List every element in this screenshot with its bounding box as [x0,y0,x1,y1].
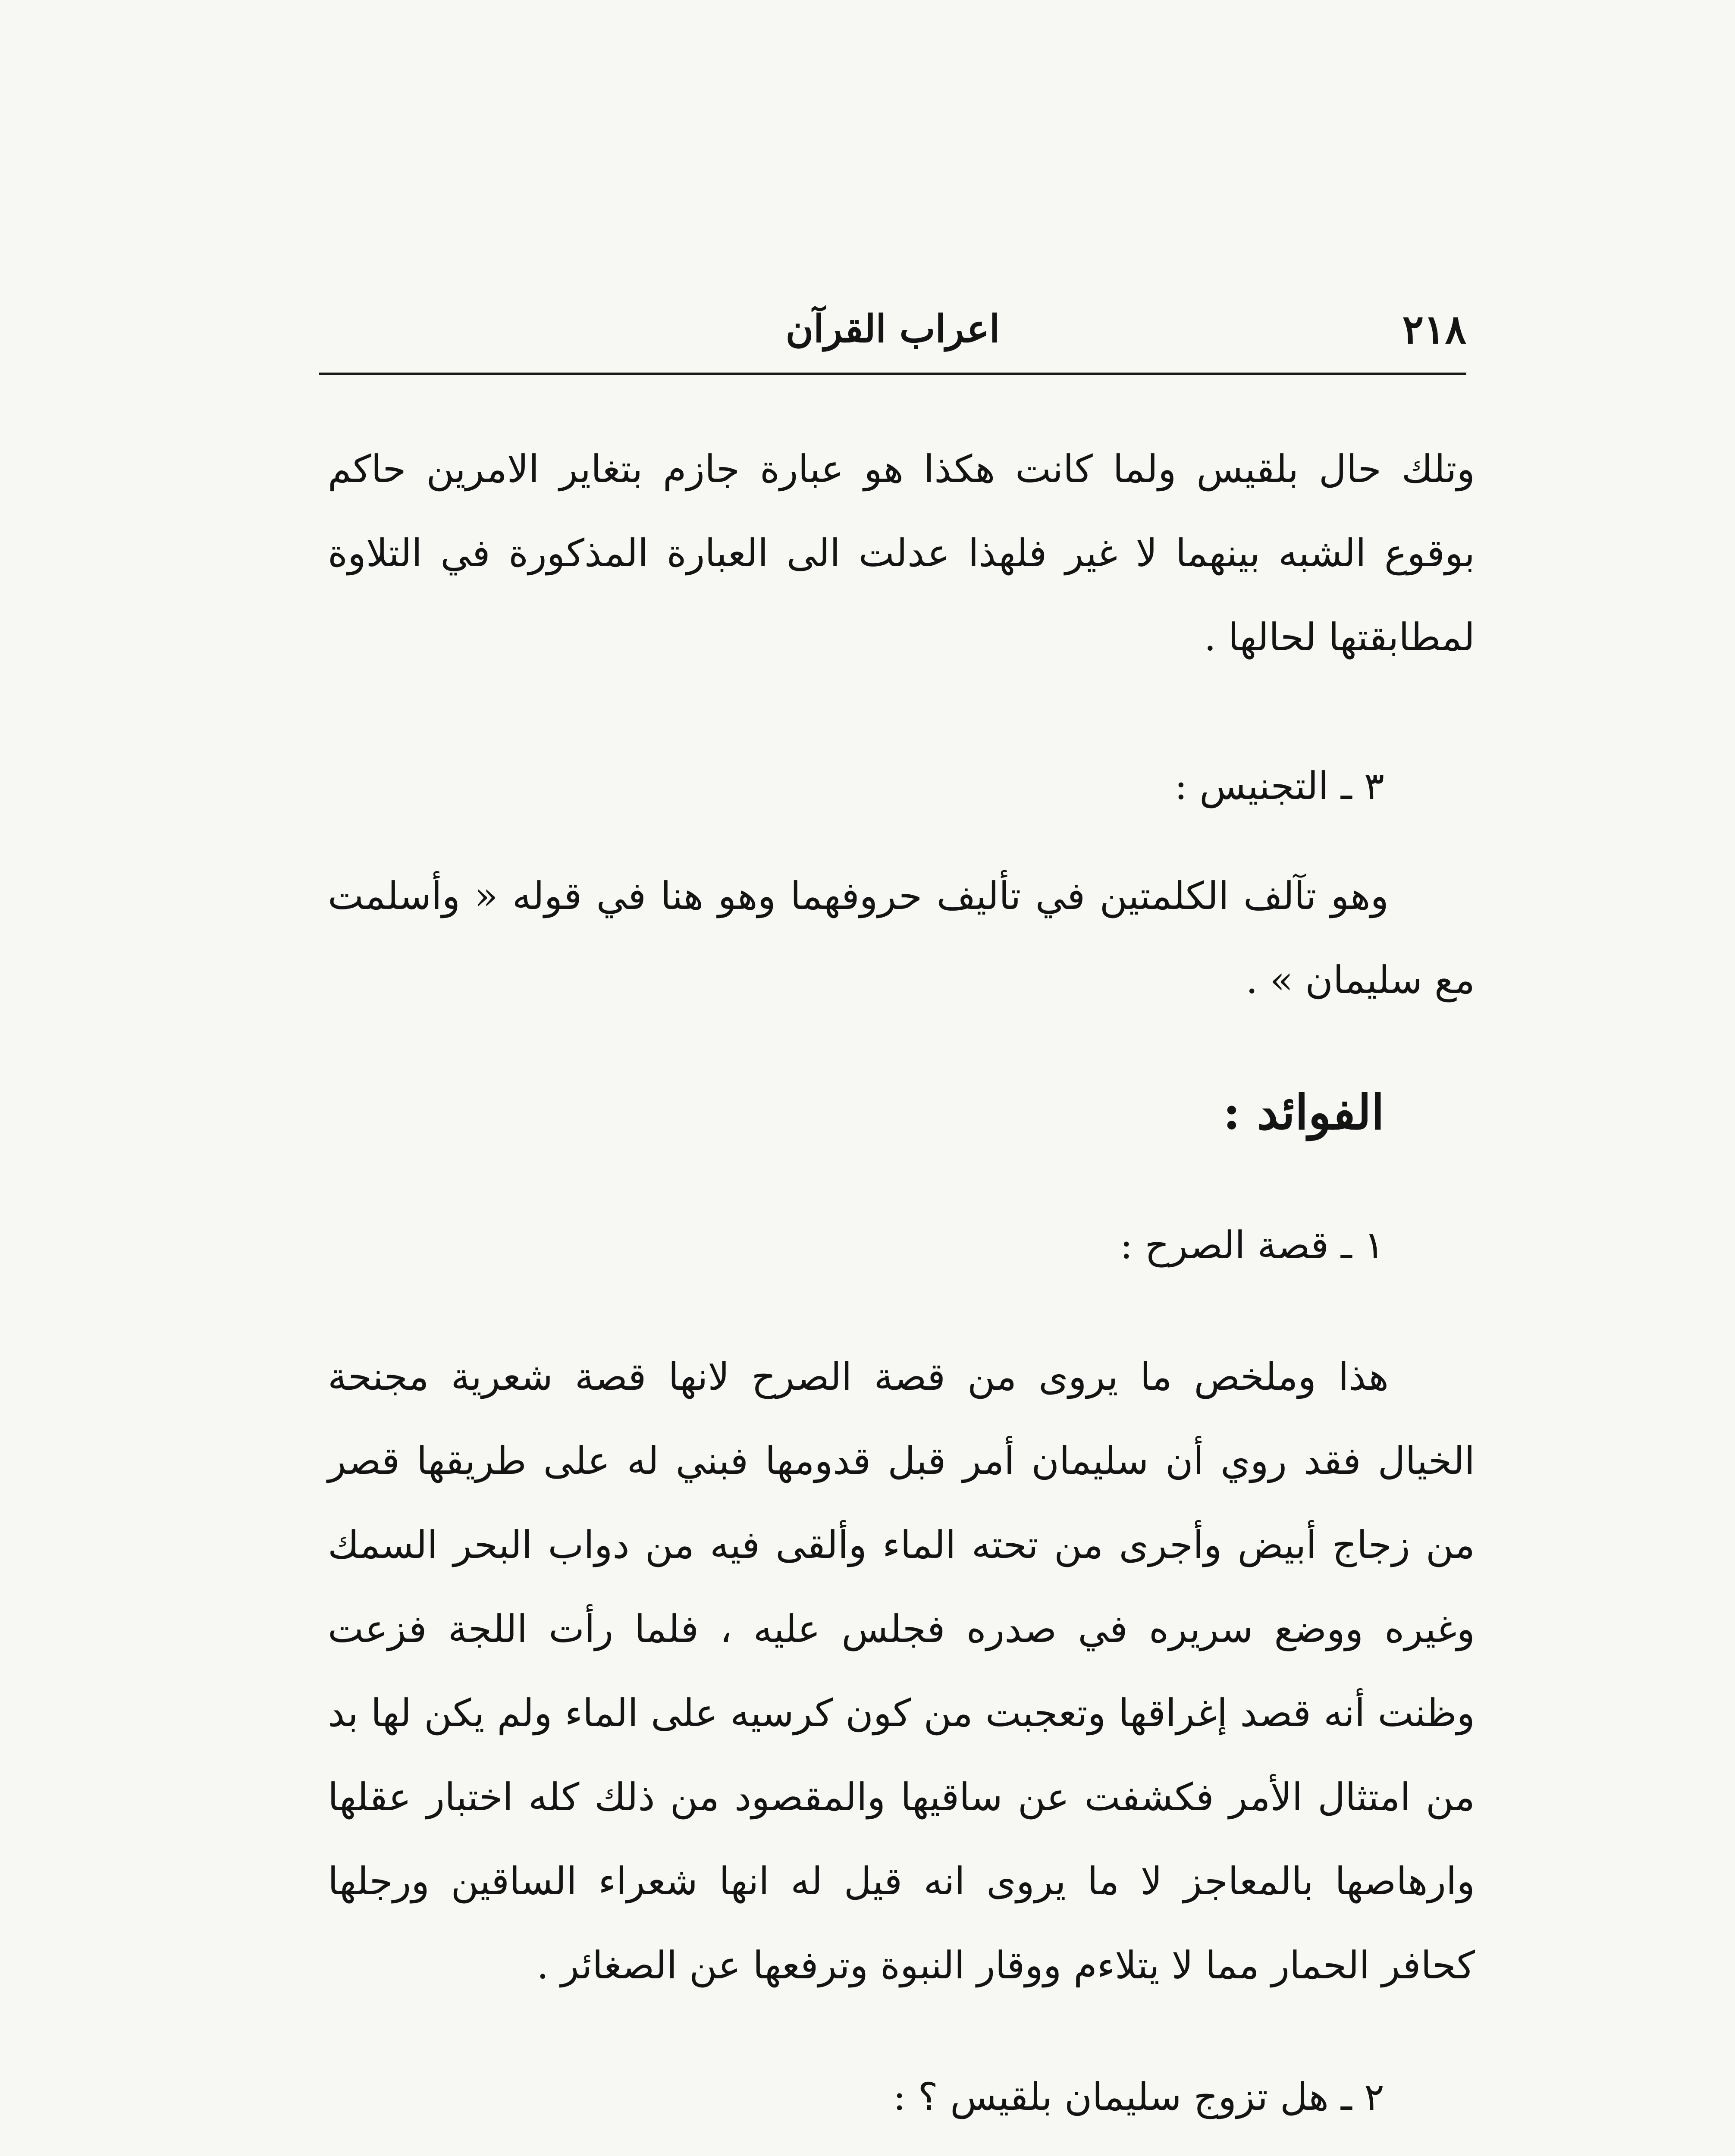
fawaid-title: الفوائد : [1223,1084,1384,1140]
spacer [328,2139,1475,2156]
tajnis-paragraph: وهو تآلف الكلمتين في تأليف حروفهما وهو هنا في قوله « وأسلمت مع سليمان » . [328,874,1475,1002]
page-header [319,302,1466,375]
spacer [328,679,1475,744]
sarh-paragraph: هذا وملخص ما يروى من قصة الصرح لانها قصة شعرية مجنحة الخيال فقد روي أن سليمان أمر قبل قدومها فبني له على طريقها قصر من زجاج أبيض وأجرى من تحته الماء وألقى فيه من دواب البحر السمك وغيره ووضع سريره في صدره فجلس عليه ، فلما رأت اللجة فزعت وظنت أنه قصد إغراقها وتعجبت من كون كرسيه على الماء ولم يكن لها بد من امتثال الأمر فكشفت عن ساقيها والمقصود من ذلك كله اختبار عقلها وارهاصها بالمعاجز لا ما يروى انه قيل له انها شعراء الساقين ورجلها كحافر الحمار مما لا يتلاءم ووقار النبوة وترفعها عن الصغائر . [328,1354,1475,1987]
spacer [328,1287,1475,1335]
page-number: ٢١٨ [1402,306,1466,353]
page-body [328,427,1475,2156]
marriage-heading: ٢ ـ هل تزوج سليمان بلقيس ؟ : [893,2075,1384,2119]
spacer [328,1156,1475,1203]
header-rule [319,373,1466,375]
intro-paragraph: وتلك حال بلقيس ولما كانت هكذا هو عبارة جازم بتغاير الامرين حاكم بوقوع الشبه بينهما لا غير فلهذا عدلت الى العبارة المذكورة في التلاوة لمطابقتها لحالها . [328,447,1475,659]
spacer [328,1022,1475,1069]
sarh-heading: ١ ـ قصة الصرح : [1120,1223,1384,1267]
tajnis-heading: ٣ ـ التجنيس : [1174,764,1384,808]
spacer [328,828,1475,854]
running-title: اعراب القرآن [785,306,1000,351]
spacer [328,2007,1475,2055]
